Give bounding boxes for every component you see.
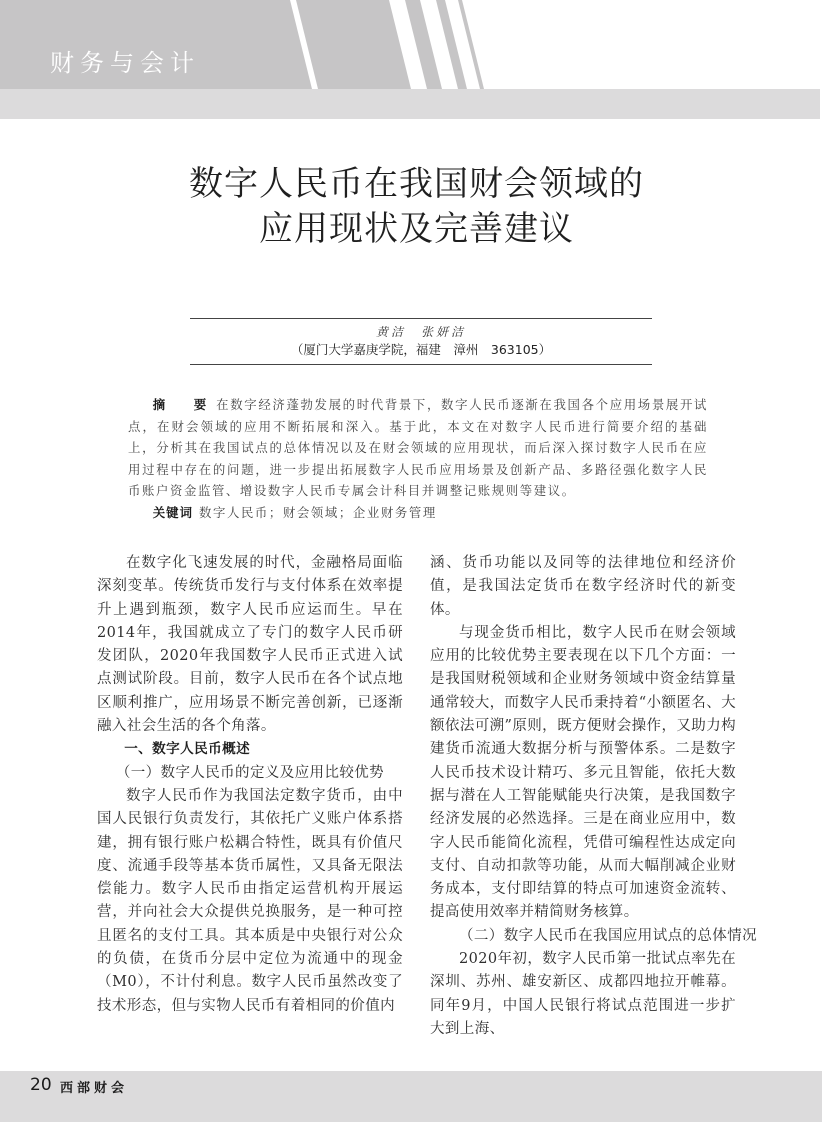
author-rule-bottom [190, 364, 652, 365]
abstract-label: 摘 要 [152, 397, 215, 412]
affiliation: （厦门大学嘉庚学院，福建 漳州 363105） [290, 342, 552, 357]
section-heading-1: 一、数字人民币概述 [124, 741, 251, 758]
body-paragraph-definition-cont: 涵、货币功能以及同等的法律地位和经济价值，是我国法定货币在数字经济时代的新变体。 [430, 555, 736, 618]
footer-band [0, 1071, 822, 1122]
header-stripe-1 [405, 0, 442, 89]
body-paragraph-intro: 在数字化飞速发展的时代，金融格局面临深刻变革。传统货币发行与支付体系在效率提升上遇到瓶颈，数字人民币应运而生。早在2014年，我国就成立了专门的数字人民币研发团队，2020年我国数字人民币正式进入试点测试阶段。目前，数字人民币在各个试点地区顺利推广，应用场景不断完善创新，已逐渐融入社会生活的各个角落。 [97, 555, 403, 735]
abstract-paragraph [128, 394, 708, 502]
body-column-left [97, 552, 403, 1018]
keywords-line [128, 502, 708, 524]
author-rule-top [190, 318, 652, 319]
page-number: 20 [30, 1075, 52, 1095]
header-band [0, 0, 833, 89]
title-line-2: 应用现状及完善建议 [259, 209, 574, 249]
subsection-heading-1-2: （二）数字人民币在我国应用试点的总体情况 [459, 927, 757, 944]
header-dark-fill-2 [296, 0, 411, 89]
body-paragraph-advantages: 与现金货币相比，数字人民币在财会领域应用的比较优势主要表现在以下几个方面：一是我国财税领域和企业财务领域中资金结算量通常较大，而数字人民币秉持着“小额匿名、大额依法可溯”原则，既方便财会操作，又助力构建货币流通大数据分析与预警体系。二是数字人民币技术设计精巧、多元且智能，依托大数据与潜在人工智能赋能央行决策，是我国数字经济发展的必然选择。三是在商业应用中，数字人民币能简化流程，凭借可编程性达成定向支付、自动扣款等功能，从而大幅削减企业财务成本，支付即结算的特点可加速资金流转、提高使用效率并精简财务核算。 [430, 624, 736, 921]
journal-name: 西部财会 [60, 1081, 129, 1096]
title-line-1: 数字人民币在我国财会领域的 [189, 164, 644, 204]
body-paragraph-definition: 数字人民币作为我国法定数字货币，由中国人民银行负责发行，其依托广义账户体系搭建，拥有银行账户松耦合特性，既具有价值尺度、流通手段等基本货币属性，又具备无限法偿能力。数字人民币由指定运营机构开展运营，并向社会大众提供兑换服务，是一种可控且匿名的支付工具。其本质是中央银行对公众的负债，在货币分层中定位为流通中的现金（M0），不计付利息。数字人民币虽然改变了技术形态，但与实物人民币有着相同的价值内 [97, 787, 403, 1014]
section-label: 财务与会计 [50, 49, 200, 77]
abstract-text: 在数字经济蓬勃发展的时代背景下，数字人民币逐渐在我国各个应用场景展开试点，在财会领域的应用不断拓展和深入。基于此，本文在对数字人民币进行简要介绍的基础上，分析其在我国试点的总体情况以及在财会领域的应用现状，而后深入探讨数字人民币在应用过程中存在的问题，进一步提出拓展数字人民币应用场景及创新产品、多路径强化数字人民币账户资金监管、增设数字人民币专属会计科目并调整记账规则等建议。 [128, 397, 709, 498]
keywords-text: 数字人民币；财会领域；企业财务管理 [198, 504, 437, 520]
keywords-label: 关键词 [152, 504, 193, 520]
body-column-right [430, 552, 757, 1041]
authors: 黄洁 张妍洁 [375, 325, 466, 339]
article-title [0, 162, 833, 252]
subsection-heading-1-1: （一）数字人民币的定义及应用比较优势 [115, 764, 385, 781]
abstract [128, 394, 708, 523]
header-light-band [0, 89, 820, 119]
body-paragraph-pilots: 2020年初，数字人民币第一批试点率先在深圳、苏州、雄安新区、成都四地拉开帷幕。同年9月，中国人民银行将试点范围进一步扩大到上海、 [430, 951, 736, 1037]
